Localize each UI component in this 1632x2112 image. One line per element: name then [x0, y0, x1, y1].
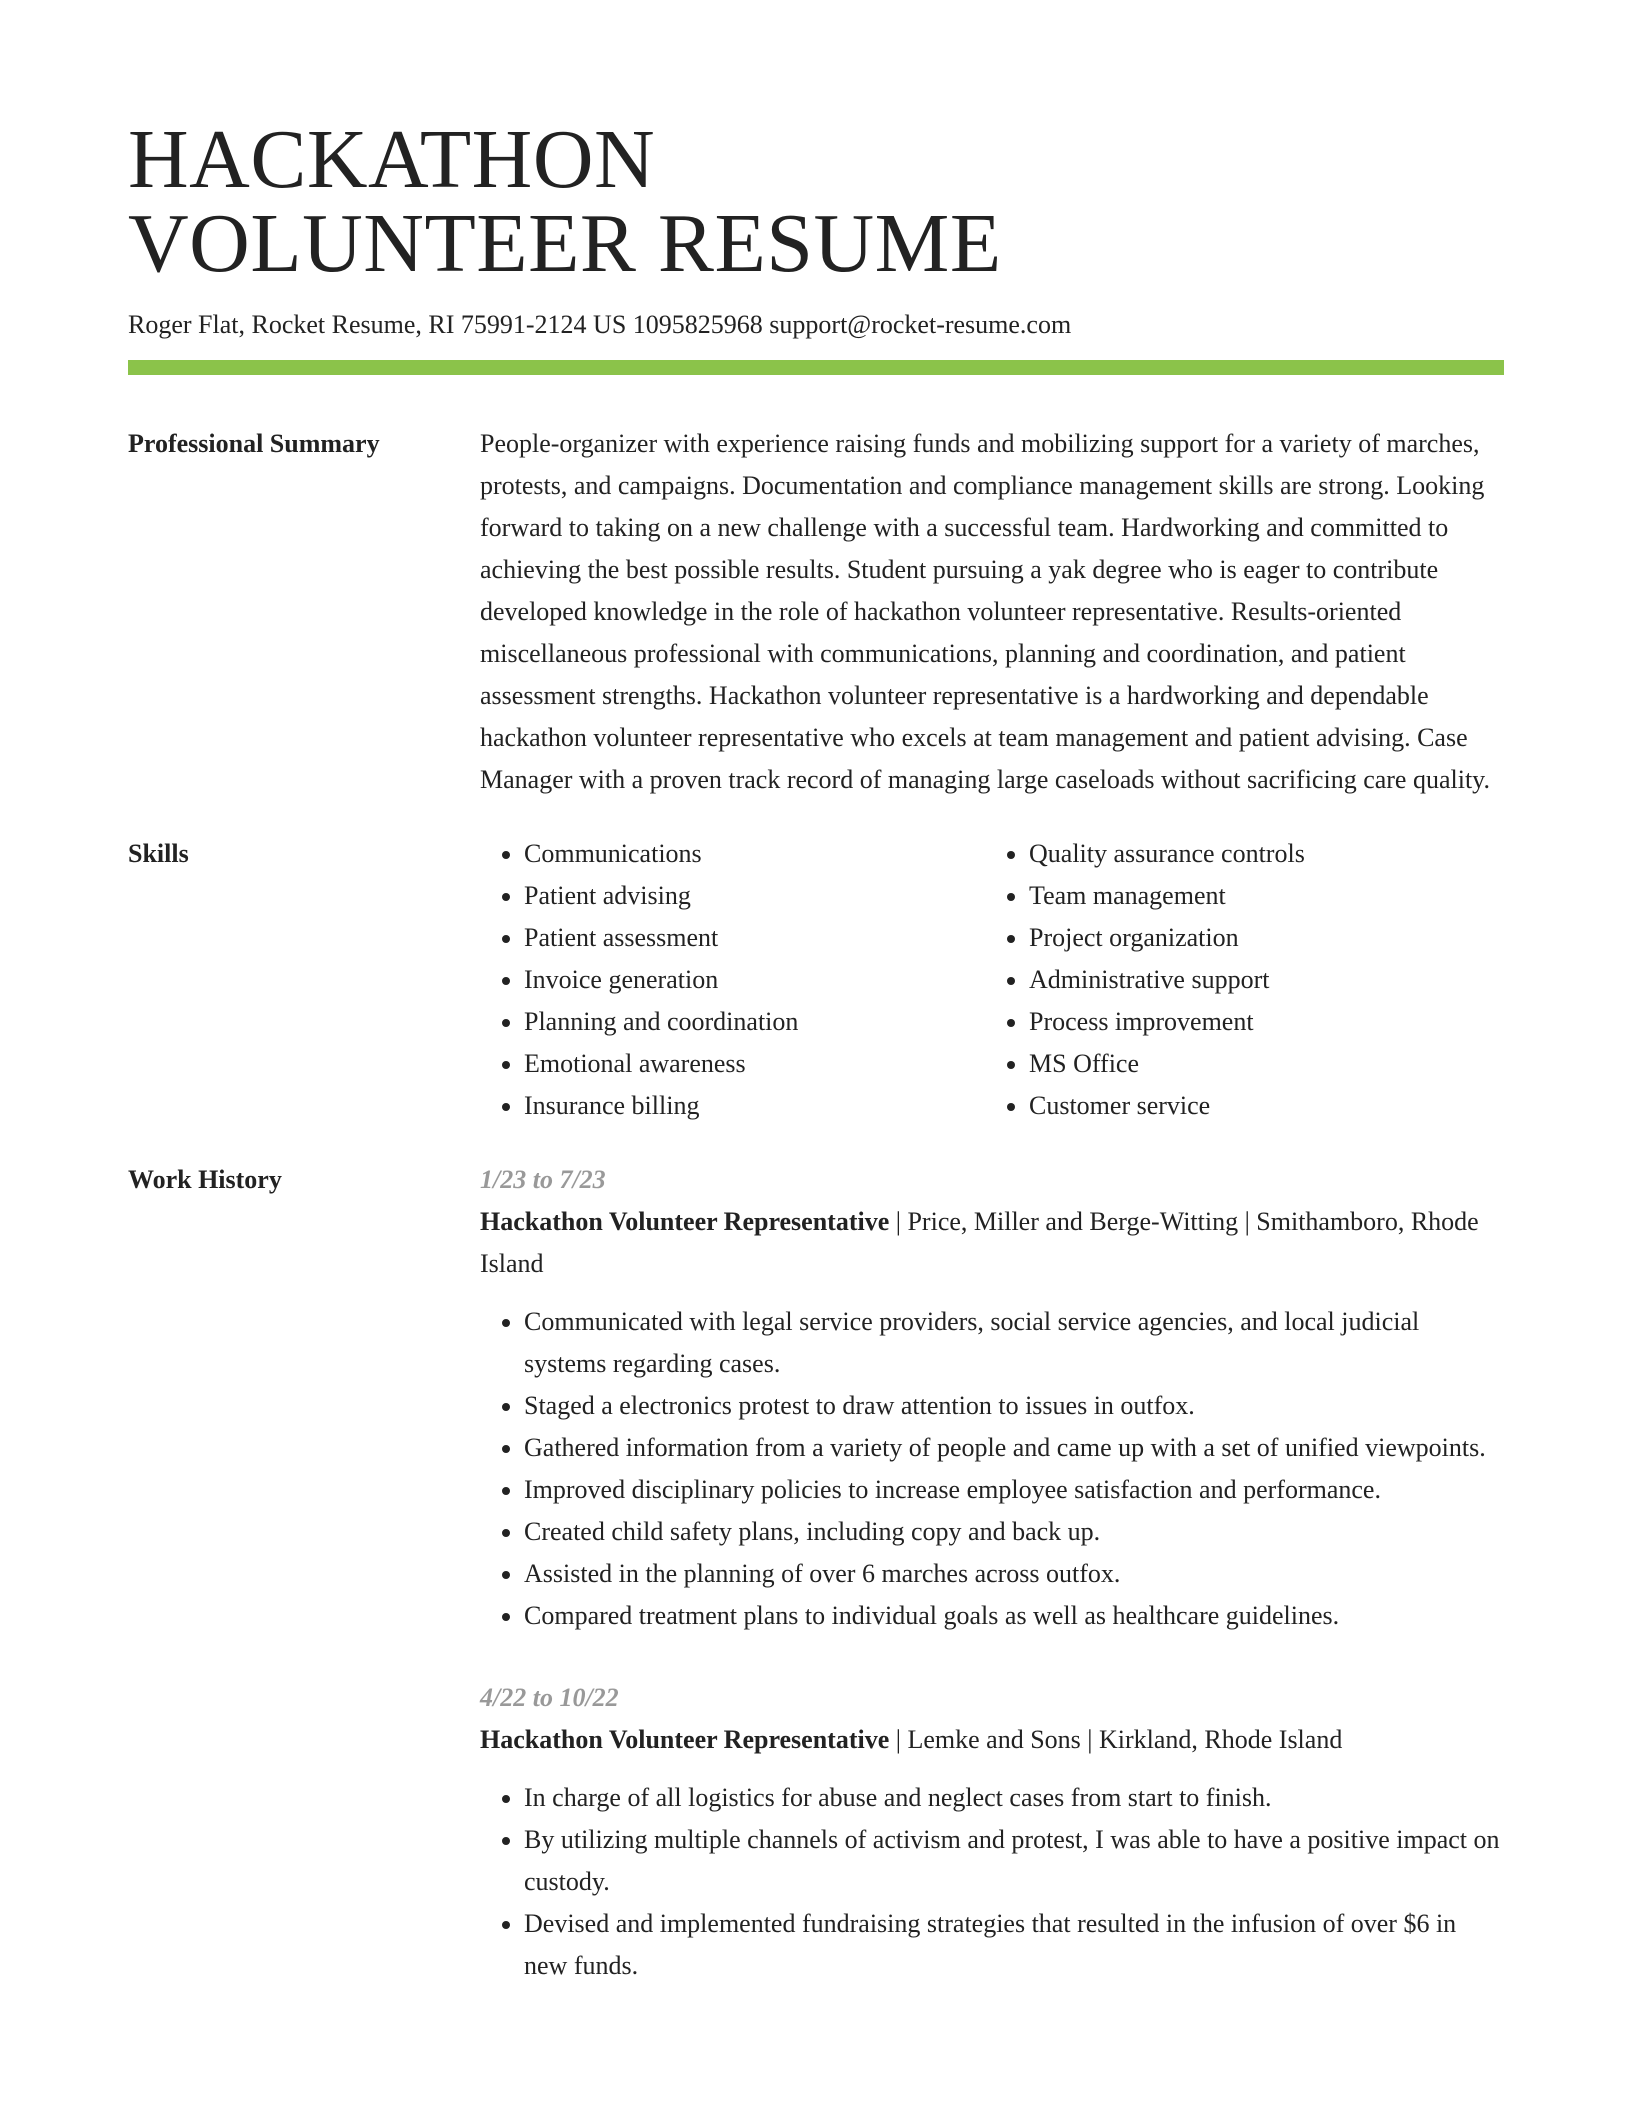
job-bullet: • Devised and implemented fundraising strategies that resulted in the infusion of over $6 in new funds. — [524, 1903, 1504, 1987]
job-bullet: • Staged a electronics protest to draw attention to issues in outfox. — [524, 1385, 1504, 1427]
skill-item: • Quality assurance controls — [1029, 833, 1490, 875]
job-bullet: • Improved disciplinary policies to increase employee satisfaction and performance. — [524, 1469, 1504, 1511]
job-heading — [480, 1719, 1504, 1761]
skill-item: • Team management — [1029, 875, 1490, 917]
resume-title — [128, 113, 1504, 290]
skill-item: • Communications — [524, 833, 985, 875]
job-entry — [480, 1677, 1504, 1987]
skill-item: • Process improvement — [1029, 1001, 1490, 1043]
skills-list-right — [985, 833, 1490, 1127]
job-bullet-list — [480, 1777, 1504, 1987]
skill-item: • MS Office — [1029, 1043, 1490, 1085]
job-title: Hackathon Volunteer Representative — [480, 1207, 890, 1236]
job-entry — [480, 1159, 1504, 1637]
job-title: Hackathon Volunteer Representative — [480, 1725, 890, 1754]
summary-section — [128, 423, 1504, 801]
job-bullet: • Compared treatment plans to individual goals as well as healthcare guidelines. — [524, 1595, 1504, 1637]
header-divider — [128, 360, 1504, 375]
contact-info: Roger Flat, Rocket Resume, RI 75991-2124 US 1095825968 support@rocket-resume.com — [128, 310, 1072, 339]
skill-item: • Invoice generation — [524, 959, 985, 1001]
skill-item: • Patient advising — [524, 875, 985, 917]
job-bullet: • Assisted in the planning of over 6 marches across outfox. — [524, 1553, 1504, 1595]
title-line-2: VOLUNTEER RESUME — [128, 197, 1002, 290]
job-dates: 1/23 to 7/23 — [480, 1165, 606, 1194]
skills-list-left — [480, 833, 985, 1127]
job-bullet: • Communicated with legal service providers, social service agencies, and local judicial systems regarding cases. — [524, 1301, 1504, 1385]
work-history-heading: Work History — [128, 1165, 282, 1194]
skill-item: • Project organization — [1029, 917, 1490, 959]
job-employer-location: | Price, Miller and Berge-Witting | Smithamboro, Rhode Island — [480, 1207, 1479, 1278]
title-line-1: HACKATHON — [128, 113, 656, 206]
job-bullet: • By utilizing multiple channels of activism and protest, I was able to have a positive impact on custody. — [524, 1819, 1504, 1903]
skill-item: • Patient assessment — [524, 917, 985, 959]
skill-item: • Administrative support — [1029, 959, 1490, 1001]
skills-heading: Skills — [128, 839, 189, 868]
job-dates: 4/22 to 10/22 — [480, 1683, 619, 1712]
skill-item: • Customer service — [1029, 1085, 1490, 1127]
job-employer-location: | Lemke and Sons | Kirkland, Rhode Island — [889, 1725, 1343, 1754]
skill-item: • Emotional awareness — [524, 1043, 985, 1085]
job-bullet: • Created child safety plans, including copy and back up. — [524, 1511, 1504, 1553]
job-bullet: • In charge of all logistics for abuse and neglect cases from start to finish. — [524, 1777, 1504, 1819]
job-bullet: • Gathered information from a variety of people and came up with a set of unified viewpoints. — [524, 1427, 1504, 1469]
summary-text: People-organizer with experience raising funds and mobilizing support for a variety of marches, protests, and campaigns. Documentation and compliance management skills are strong. Looking forward to taking on a new challenge with a successful team. Hardworking and committed to achieving the best possible results. Student pursuing a yak degree who is eager to contribute developed knowledge in the role of hackathon volunteer representative. Results-oriented miscellaneous professional with communications, planning and coordination, and patient assessment strengths. Hackathon volunteer representative is a hardworking and dependable hackathon volunteer representative who excels at team management and patient advising. Case Manager with a proven track record of managing large caseloads without sacrificing care quality. — [480, 429, 1490, 794]
work-history-section — [128, 1159, 1504, 2027]
job-heading — [480, 1201, 1504, 1285]
skill-item: • Planning and coordination — [524, 1001, 985, 1043]
skills-section — [128, 833, 1504, 1127]
summary-heading: Professional Summary — [128, 429, 380, 458]
job-bullet-list — [480, 1301, 1504, 1637]
skill-item: • Insurance billing — [524, 1085, 985, 1127]
